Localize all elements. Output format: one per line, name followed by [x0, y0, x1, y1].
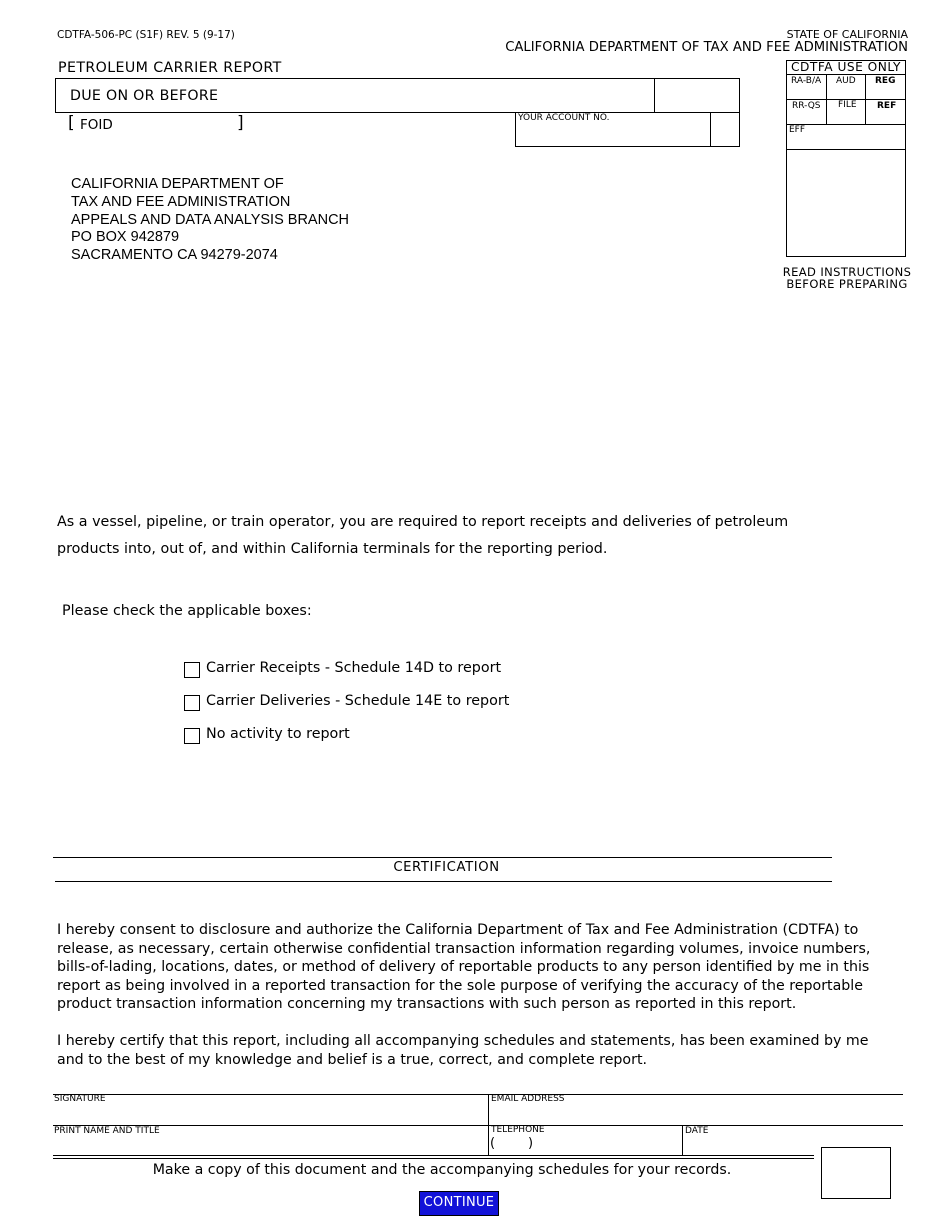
instructions-line2: BEFORE PREPARING [786, 277, 908, 291]
eff-label: EFF [789, 125, 806, 135]
account-label: YOUR ACCOUNT NO. [518, 113, 610, 123]
due-label: DUE ON OR BEFORE [70, 88, 219, 104]
report-title: PETROLEUM CARRIER REPORT [58, 60, 282, 76]
continue-button[interactable]: CONTINUE [419, 1191, 499, 1216]
telephone-field[interactable] [538, 1138, 678, 1154]
address-line: TAX AND FEE ADMINISTRATION [71, 193, 291, 210]
signature-label: SIGNATURE [54, 1094, 106, 1104]
reg-label: REG [875, 76, 896, 86]
certify-paragraph [57, 1032, 868, 1069]
ref-label: REF [877, 101, 897, 111]
cdtfa-use-title: CDTFA USE ONLY [791, 60, 901, 74]
no-activity-label: No activity to report [206, 726, 350, 742]
instructions-line1: READ INSTRUCTIONS [782, 265, 912, 279]
consent-line: report as being involved in a reported transaction for the sole purpose of verifying the accuracy of the reportable [57, 977, 863, 994]
area-code-field[interactable] [497, 1138, 525, 1154]
consent-line: I hereby consent to disclosure and authorize the California Department of Tax and Fee Administration (CDTFA) to [57, 922, 859, 938]
certify-line: and to the best of my knowledge and belief is a true, correct, and complete report. [57, 1051, 648, 1068]
intro-line-1: As a vessel, pipeline, or train operator, you are required to report receipts and deliveries of petroleum [57, 514, 789, 530]
form-id: CDTFA-506-PC (S1F) REV. 5 (9-17) [57, 29, 235, 41]
address-line: SACRAMENTO CA 94279-2074 [71, 247, 278, 264]
department-name: CALIFORNIA DEPARTMENT OF TAX AND FEE ADMINISTRATION [505, 40, 908, 55]
consent-line: product transaction information concerning my transactions with such person as reported in this report. [57, 996, 797, 1013]
consent-paragraph [57, 921, 870, 1014]
foid-field[interactable] [118, 116, 230, 134]
account-check-field[interactable] [713, 116, 736, 144]
certify-line: I hereby certify that this report, including all accompanying schedules and statements, has been examined by me [57, 1033, 869, 1049]
aud-label: AUD [836, 76, 856, 86]
ra-ba-label: RA-B/A [791, 76, 822, 86]
copy-note: Make a copy of this document and the accompanying schedules for your records. [152, 1162, 732, 1178]
address-line: PO BOX 942879 [71, 229, 180, 246]
no-activity-checkbox[interactable] [184, 728, 200, 744]
foid-open-bracket: [ [68, 113, 75, 133]
certification-top-rule [53, 857, 832, 858]
state-label: STATE OF CALIFORNIA [786, 28, 908, 41]
email-field[interactable] [492, 1106, 898, 1123]
mailing-address [71, 176, 349, 265]
date-field[interactable] [686, 1138, 811, 1154]
phone-open-paren: ( [490, 1136, 496, 1151]
address-line: CALIFORNIA DEPARTMENT OF [71, 176, 284, 192]
certification-bottom-rule [55, 881, 832, 882]
certification-heading: CERTIFICATION [393, 860, 500, 875]
checkbox-prompt: Please check the applicable boxes: [62, 603, 312, 619]
carrier-deliveries-checkbox[interactable] [184, 695, 200, 711]
due-date-field[interactable] [657, 81, 737, 110]
foid-label: FOID [80, 117, 113, 133]
file-label: FILE [838, 100, 857, 110]
carrier-receipts-label: Carrier Receipts - Schedule 14D to report [206, 660, 502, 676]
foid-close-bracket: ] [237, 113, 244, 133]
consent-line: release, as necessary, certain otherwise confidential transaction information regarding volumes, invoice numbers, [57, 940, 871, 957]
phone-close-paren: ) [528, 1136, 534, 1151]
print-name-field[interactable] [56, 1138, 484, 1154]
signature-field[interactable] [56, 1106, 484, 1123]
account-number-field[interactable] [518, 125, 707, 144]
email-label: EMAIL ADDRESS [491, 1094, 565, 1104]
carrier-receipts-checkbox[interactable] [184, 662, 200, 678]
telephone-label: TELEPHONE [491, 1125, 545, 1135]
date-label: DATE [685, 1126, 709, 1136]
print-name-label: PRINT NAME AND TITLE [54, 1126, 160, 1136]
intro-line-2: products into, out of, and within California terminals for the reporting period. [57, 541, 608, 557]
address-line: APPEALS AND DATA ANALYSIS BRANCH [71, 211, 350, 228]
carrier-deliveries-label: Carrier Deliveries - Schedule 14E to report [206, 693, 510, 709]
consent-line: bills-of-lading, locations, dates, or method of delivery of reportable products to any person identified by me in this [57, 959, 870, 976]
rr-qs-label: RR-QS [792, 101, 821, 111]
